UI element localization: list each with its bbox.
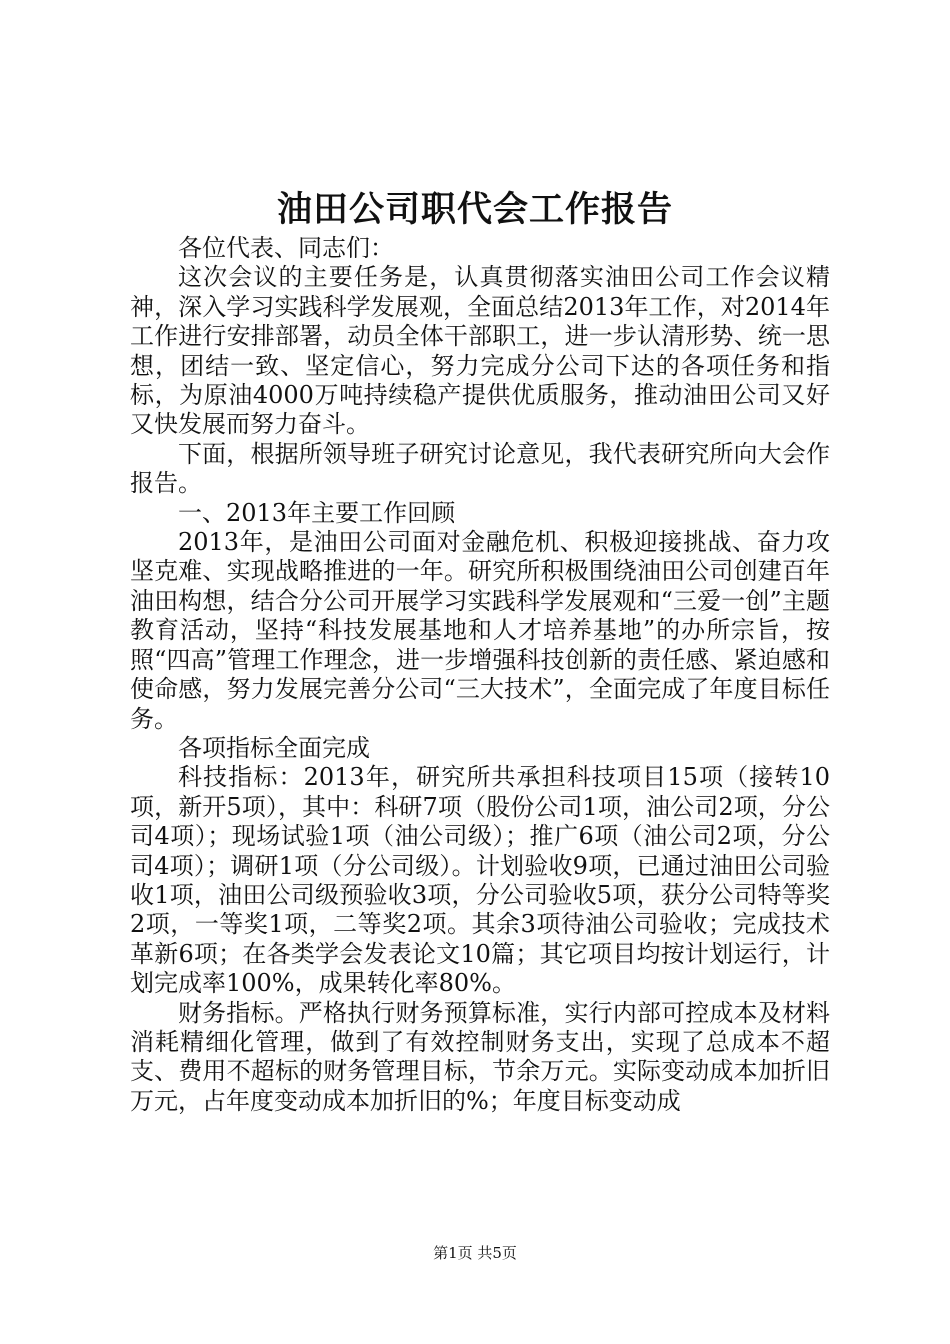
paragraph-meeting-task: 这次会议的主要任务是，认真贯彻落实油田公司工作会议精神，深入学习实践科学发展观，全面总结2013年工作，对2014年工作进行安排部署，动员全体干部职工，进一步认清形势、统一思想，团结一致、坚定信心，努力完成分公司下达的各项任务和指标，为原油4000万吨持续稳产提供优质服务，推动油田公司又好又快发展而努力奋斗。 (130, 263, 830, 439)
paragraph-tech-indicators: 科技指标：2013年，研究所共承担科技项目15项（接转10项，新开5项），其中：科研7项（股份公司1项，油公司2项，分公司4项）；现场试验1项（油公司级）；推广6项（油公司2项，分公司4项）；调研1项（分公司级）。计划验收9项，已通过油田公司验收1项，油田公司级预验收3项，分公司验收5项，获分公司特等奖2项，一等奖1项，二等奖2项。其余3项待油公司验收；完成技术革新6项；在各类学会发表论文10篇；其它项目均按计划运行，计划完成率100%，成果转化率80%。 (130, 763, 830, 998)
page-number-footer: 第1页 共5页 (433, 1244, 517, 1262)
section-heading-review: 一、2013年主要工作回顾 (178, 498, 456, 527)
document-body (130, 234, 830, 1116)
paragraph-report-intro: 下面，根据所领导班子研究讨论意见，我代表研究所向大会作报告。 (130, 439, 830, 498)
paragraph-finance-indicators: 财务指标。严格执行财务预算标准，实行内部可控成本及材料消耗精细化管理，做到了有效控制财务支出，实现了总成本不超支、费用不超标的财务管理目标，节余万元。实际变动成本加折旧万元，占年度变动成本加折旧的%；年度目标变动成 (130, 998, 830, 1115)
document-title: 油田公司职代会工作报告 (276, 189, 673, 230)
subheading-indicators: 各项指标全面完成 (178, 733, 370, 762)
paragraph-salutation: 各位代表、同志们： (178, 234, 394, 262)
paragraph-year-summary: 2013年，是油田公司面对金融危机、积极迎接挑战、奋力攻坚克难、实现战略推进的一年。研究所积极围绕油田公司创建百年油田构想，结合分公司开展学习实践科学发展观和“三爱一创”主题教育活动，坚持“科技发展基地和人才培养基地”的办所宗旨，按照“四高”管理工作理念，进一步增强科技创新的责任感、紧迫感和使命感，努力发展完善分公司“三大技术”，全面完成了年度目标任务。 (130, 528, 830, 733)
